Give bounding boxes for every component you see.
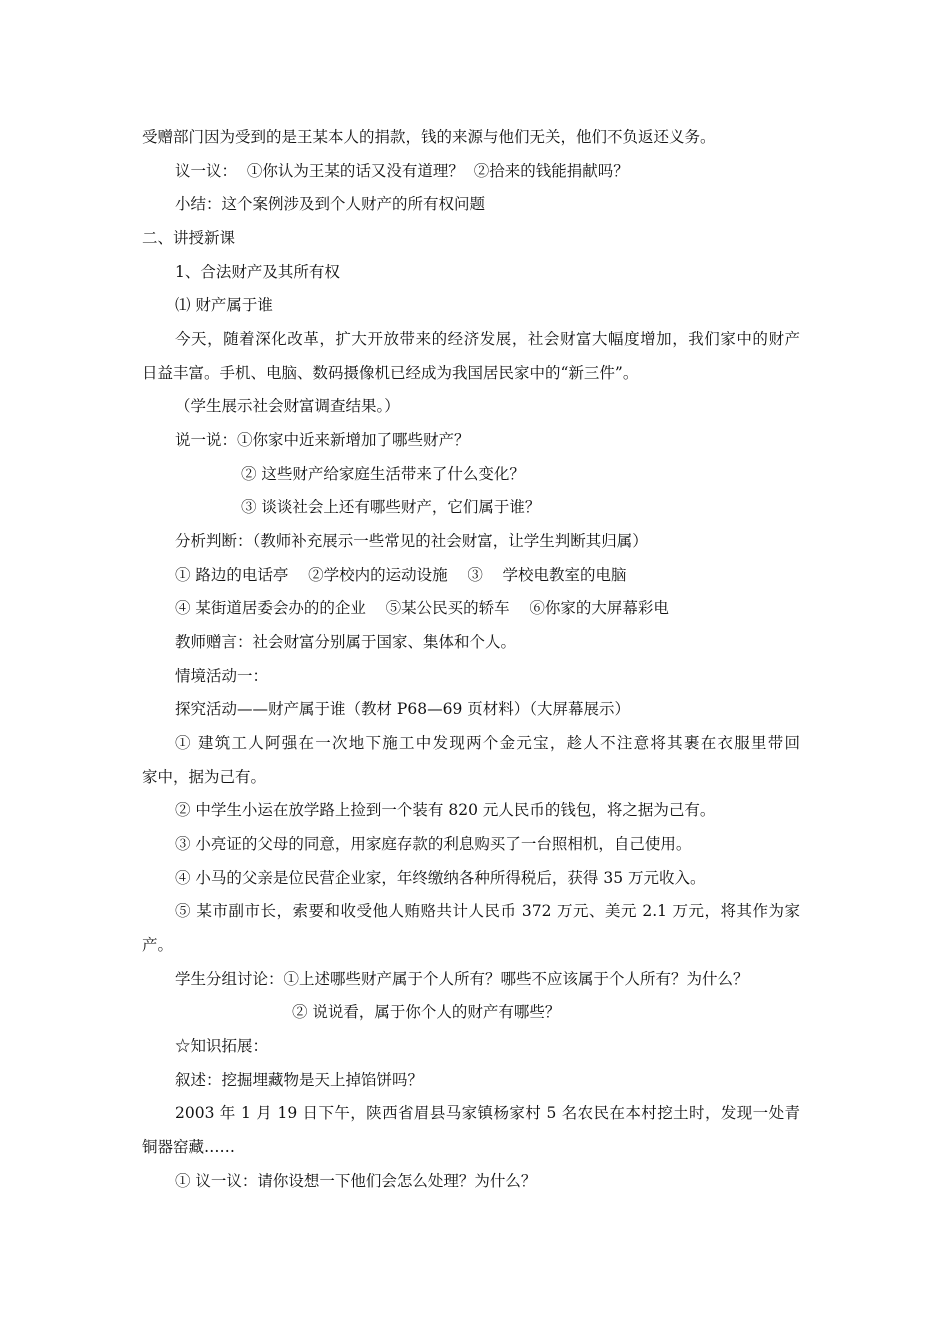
text-line: 日益丰富。手机、电脑、数码摄像机已经成为我国居民家中的“新三件”。 <box>142 364 639 382</box>
text-line: 今天，随着深化改革，扩大开放带来的经济发展，社会财富大幅度增加，我们家中的财产 <box>175 330 800 348</box>
text-line: ② 说说看，属于你个人的财产有哪些？ <box>292 1003 561 1021</box>
text-line: ④ 小马的父亲是位民营企业家，年终缴纳各种所得税后，获得 35 万元收入。 <box>175 869 706 887</box>
subsection-heading: 1、合法财产及其所有权 <box>175 263 340 281</box>
text-line: 2003 年 1 月 19 日下午，陕西省眉县马家镇杨家村 5 名农民在本村挖土时，发现一处青 <box>175 1104 800 1122</box>
text-line: 产。 <box>142 936 174 954</box>
text-line: 探究活动——财产属于谁（教材 P68—69 页材料）（大屏幕展示） <box>175 700 630 718</box>
text-line: 情境活动一： <box>175 667 269 685</box>
text-line: ③ 小亮证的父母的同意，用家庭存款的利息购买了一台照相机，自己使用。 <box>175 835 692 853</box>
text-line: ① 建筑工人阿强在一次地下施工中发现两个金元宝，趁人不注意将其裹在衣服里带回 <box>175 734 800 752</box>
text-line: ☆知识拓展： <box>175 1037 269 1055</box>
text-line: 教师赠言：社会财富分别属于国家、集体和个人。 <box>175 633 517 651</box>
text-line: 说一说：①你家中近来新增加了哪些财产？ <box>175 431 470 449</box>
text-line: 分析判断：（教师补充展示一些常见的社会财富，让学生判断其归属） <box>175 532 648 550</box>
section-heading: 二、讲授新课 <box>142 229 236 247</box>
text-line: 学生分组讨论：①上述哪些财产属于个人所有？哪些不应该属于个人所有？为什么？ <box>175 970 749 988</box>
text-line: ⑤ 某市副市长，索要和收受他人贿赂共计人民币 372 万元、美元 2.1 万元，将其作为家 <box>175 902 800 920</box>
text-line: ② 这些财产给家庭生活带来了什么变化？ <box>241 465 525 483</box>
text-line: 议一议： ①你认为王某的话又没有道理？ ②拾来的钱能捐献吗？ <box>175 162 629 180</box>
text-line: ③ 谈谈社会上还有哪些财产，它们属于谁？ <box>241 498 541 516</box>
text-line: ④ 某街道居委会办的的企业 ⑤某公民买的轿车 ⑥你家的大屏幕彩电 <box>175 599 669 617</box>
subsection-heading: ⑴ 财产属于谁 <box>175 296 273 314</box>
text-line: ① 议一议：请你设想一下他们会怎么处理？为什么？ <box>175 1172 537 1190</box>
text-line: 家中，据为己有。 <box>142 768 267 786</box>
text-line: （学生展示社会财富调查结果。） <box>175 397 400 415</box>
text-line: ② 中学生小运在放学路上捡到一个装有 820 元人民币的钱包，将之据为己有。 <box>175 801 716 819</box>
text-line: 铜器窑藏…… <box>142 1138 236 1156</box>
text-line: 叙述：挖掘埋藏物是天上掉馅饼吗？ <box>175 1071 424 1089</box>
text-line: 受赠部门因为受到的是王某本人的捐款，钱的来源与他们无关，他们不负返还义务。 <box>142 128 716 146</box>
text-line: 小结：这个案例涉及到个人财产的所有权问题 <box>175 195 486 213</box>
text-line: ① 路边的电话亭 ②学校内的运动设施 ③ 学校电教室的电脑 <box>175 566 627 584</box>
